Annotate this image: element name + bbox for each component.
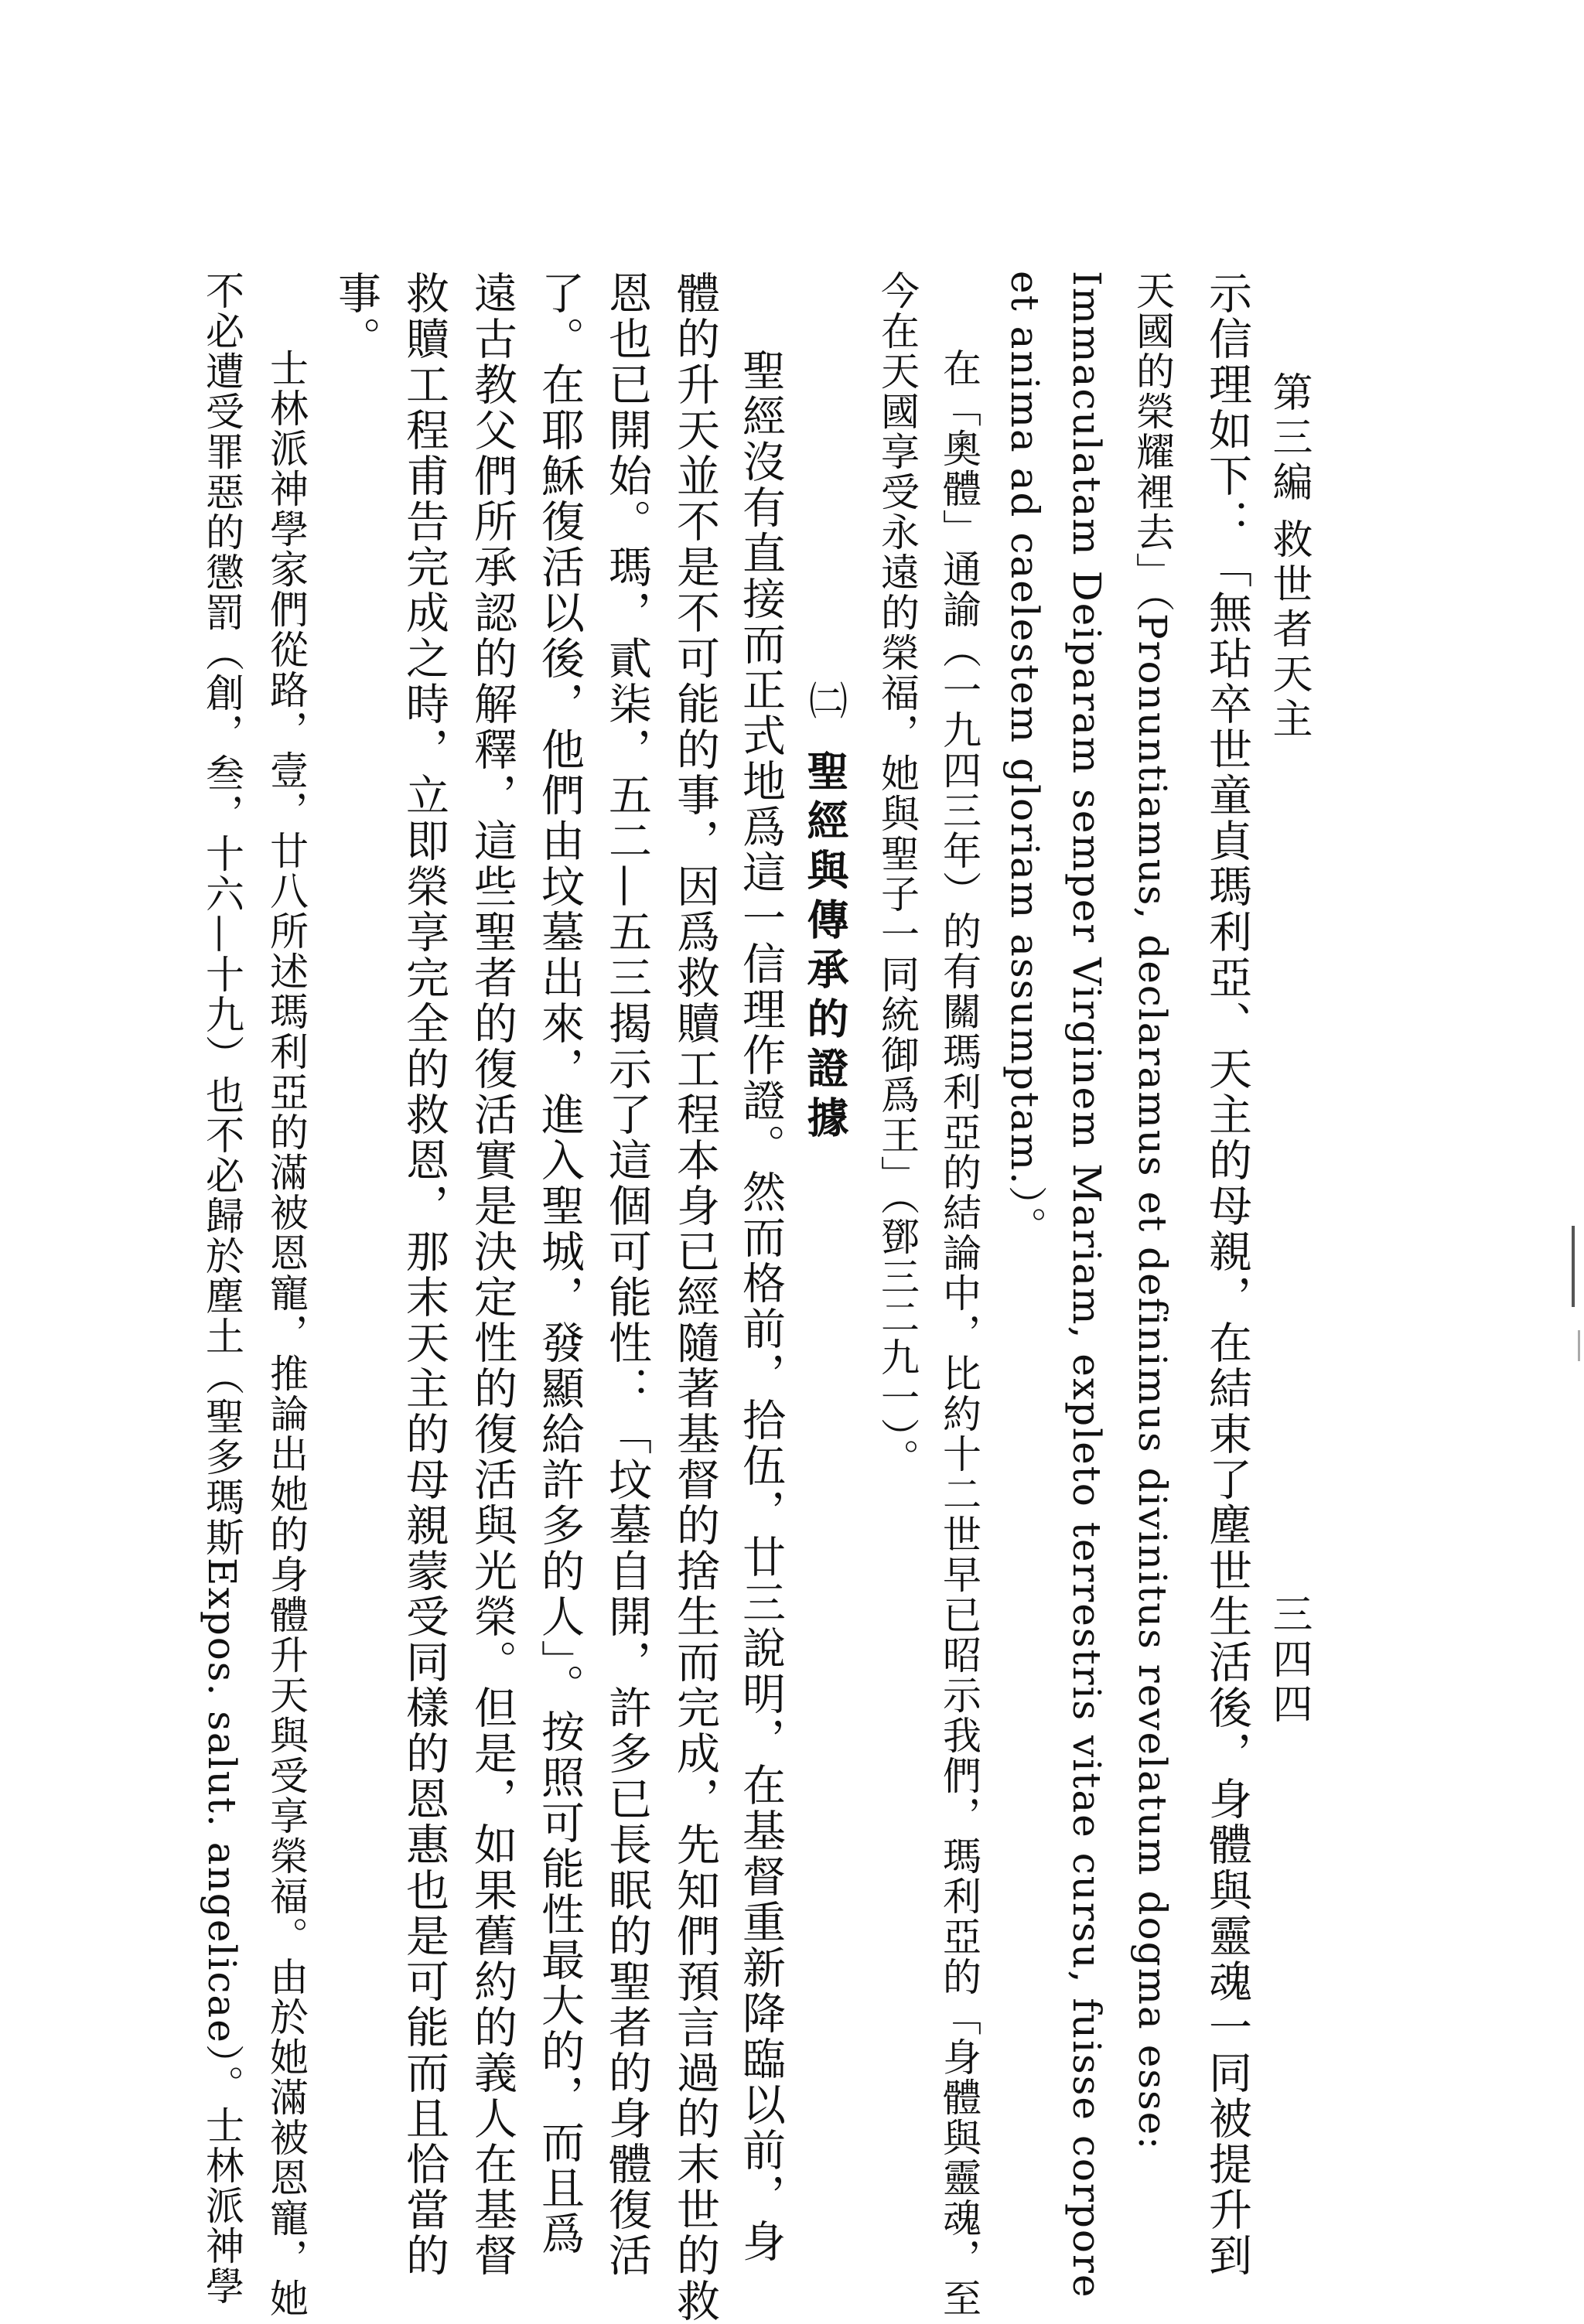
text-line: Immaculatam Deiparam semper Virginem Mariam, expleto terrestris vitae cursu, fuisse corpore	[1064, 271, 1109, 2299]
running-header-title: 救世者天主	[1265, 518, 1312, 742]
text-line: 在「奧體」通諭（一九四三年）的有關瑪利亞的結論中，比約十二世早已昭示我們，瑪利亞的「身體與靈魂，至	[937, 348, 981, 2319]
text-line: 恩也已開始。瑪，貳柒，五二—五三揭示了這個可能性：「坟墓自開，許多已長眠的聖者的身體復活	[602, 271, 652, 2278]
page-number: 三四四	[1265, 1593, 1312, 1728]
text-line: 體的升天並不是不可能的事，因爲救贖工程本身已經隨著基督的捨生而完成，先知們預言過的末世的救	[670, 271, 720, 2324]
text-line: 救贖工程甫告完成之時，立即榮享完全的救恩，那末天主的母親蒙受同樣的恩惠也是可能而且恰當的	[399, 271, 449, 2278]
section-heading-text: 聖經與傳承的證據	[801, 749, 850, 1145]
text-line: 了。在耶穌復活以後，他們由坟墓出來，進入聖城，發顯給許多的人」。按照可能性最大的，而且爲	[534, 271, 585, 2257]
text-line: 遠古教父們所承認的解釋，這些聖者的復活實是決定性的復活與光榮。但是，如果舊約的義人在基督	[467, 271, 517, 2278]
text-line: 士林派神學家們從路，壹，廿八所述瑪利亞的滿被恩寵，推論出她的身體升天與受享榮福。由於她滿被恩寵，她	[264, 348, 309, 2319]
text-line: 示信理如下：「無玷卒世童貞瑪利亞、天主的母親，在結束了塵世生活後，身體與靈魂一同被提升到	[1202, 271, 1252, 2278]
section-number: ㈡	[803, 681, 848, 727]
text-line: 不必遭受罪惡的懲罰（創，叁，十六—十九）也不必歸於塵土（聖多瑪斯Expos. salut. angelicae）。士林派神學	[200, 271, 244, 2306]
text-line: 聖經沒有直接而正式地爲這一信理作證。然而格前，拾伍，廿三說明，在基督重新降臨以前，身	[736, 348, 786, 2264]
scan-artifact-mark	[1572, 1226, 1575, 1307]
running-header-section: 第三編	[1265, 371, 1312, 506]
scan-artifact-mark	[1578, 1330, 1580, 1361]
text-line: et anima ad caelestem gloriam assumptam.）。	[1002, 271, 1047, 1247]
text-line: 事。	[331, 271, 381, 362]
text-line: 天國的榮耀裡去」（Pronuntiamus, declaramus et definimus divinitus revelatum dogma esse:	[1130, 271, 1175, 2152]
section-heading	[801, 681, 850, 1145]
text-line: 今在天國享受永遠的榮福，她與聖子一同統御爲王」（鄧三二九一）。	[875, 271, 920, 1479]
